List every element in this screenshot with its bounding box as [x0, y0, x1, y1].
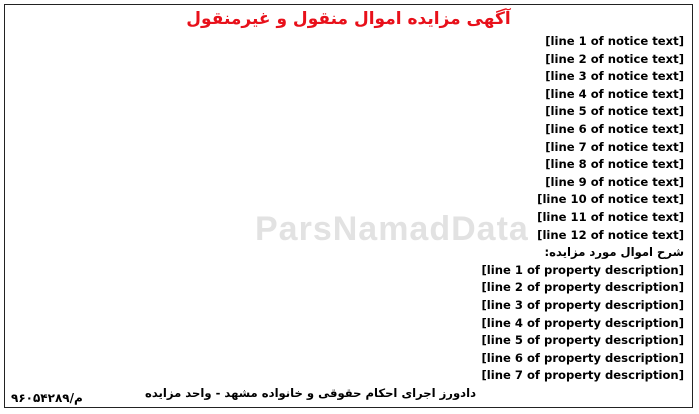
notice-line: [line 7 of notice text]	[545, 139, 684, 154]
property-heading: شرح اموال مورد مزایده:	[544, 245, 684, 260]
notice-line: [line 3 of notice text]	[545, 69, 684, 84]
property-line: [line 5 of property description]	[481, 333, 684, 348]
notice-line: [line 6 of notice text]	[545, 121, 684, 136]
notice-line: [line 11 of notice text]	[537, 209, 684, 224]
property-line: [line 2 of property description]	[481, 280, 684, 295]
notice-line: [line 1 of notice text]	[545, 34, 684, 48]
property-line: [line 6 of property description]	[481, 350, 684, 365]
property-line: [line 7 of property description]	[481, 368, 684, 383]
auction-notice	[4, 4, 693, 408]
notice-body	[15, 33, 684, 402]
property-line: [line 4 of property description]	[481, 315, 684, 330]
notice-line: [line 4 of notice text]	[545, 86, 684, 101]
property-line: [line 3 of property description]	[481, 297, 684, 312]
notice-line: [line 9 of notice text]	[545, 174, 684, 189]
notice-line: [line 5 of notice text]	[545, 104, 684, 119]
notice-line: [line 8 of notice text]	[545, 157, 684, 172]
notice-line: [line 10 of notice text]	[537, 192, 684, 207]
signature-line: دادورز اجرای احکام حقوقی و خانواده مشهد - واحد مزایده	[145, 385, 477, 400]
watermark: ParsNamadData	[255, 210, 529, 248]
notice-title: آگهی مزایده اموال منقول و غیرمنقول	[186, 9, 511, 29]
notice-line: [line 2 of notice text]	[545, 51, 684, 66]
property-line: [line 1 of property description]	[481, 262, 684, 277]
notice-line: [line 12 of notice text]	[537, 227, 684, 242]
tracking-number: ۹۶۰۵۴۲۸۹/م	[11, 391, 83, 405]
